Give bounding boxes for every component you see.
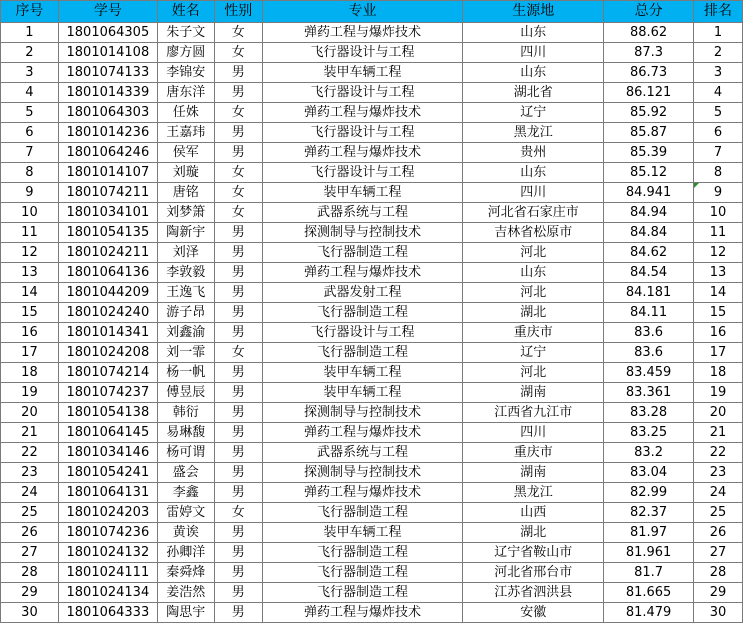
major-cell[interactable]: 武器系统与工程 <box>262 203 463 223</box>
name-cell[interactable]: 王逸飞 <box>157 283 214 303</box>
table-row <box>1 423 743 443</box>
major-cell[interactable]: 飞行器设计与工程 <box>262 163 463 183</box>
student-id-cell[interactable]: 1801064333 <box>58 603 157 623</box>
index-cell[interactable]: 23 <box>1 463 59 483</box>
student-id-cell[interactable]: 1801064131 <box>58 483 157 503</box>
origin-cell[interactable]: 辽宁省鞍山市 <box>463 543 604 563</box>
name-cell[interactable]: 姜浩然 <box>157 583 214 603</box>
total-score-cell[interactable]: 83.6 <box>604 343 694 363</box>
major-cell[interactable]: 装甲车辆工程 <box>262 63 463 83</box>
student-id-cell[interactable]: 1801024203 <box>58 503 157 523</box>
major-cell[interactable]: 飞行器制造工程 <box>262 583 463 603</box>
total-score-cell[interactable]: 84.181 <box>604 283 694 303</box>
origin-cell[interactable]: 河北省邢台市 <box>463 563 604 583</box>
index-cell[interactable]: 6 <box>1 123 59 143</box>
student-id-cell[interactable]: 1801014107 <box>58 163 157 183</box>
major-cell[interactable]: 飞行器制造工程 <box>262 343 463 363</box>
major-cell[interactable]: 装甲车辆工程 <box>262 363 463 383</box>
index-cell[interactable]: 14 <box>1 283 59 303</box>
name-cell[interactable]: 朱子文 <box>157 23 214 43</box>
student-id-cell[interactable]: 1801074133 <box>58 63 157 83</box>
index-cell[interactable]: 29 <box>1 583 59 603</box>
origin-cell[interactable]: 湖北 <box>463 523 604 543</box>
rank-cell[interactable]: 6 <box>694 123 743 143</box>
student-id-cell[interactable]: 1801064136 <box>58 263 157 283</box>
student-id-cell[interactable]: 1801034146 <box>58 443 157 463</box>
index-cell[interactable]: 22 <box>1 443 59 463</box>
origin-cell[interactable]: 山东 <box>463 23 604 43</box>
major-cell[interactable]: 弹药工程与爆炸技术 <box>262 483 463 503</box>
index-cell[interactable]: 20 <box>1 403 59 423</box>
rank-cell[interactable]: 17 <box>694 343 743 363</box>
total-score-cell[interactable]: 85.12 <box>604 163 694 183</box>
total-score-cell[interactable]: 84.54 <box>604 263 694 283</box>
rank-cell[interactable]: 29 <box>694 583 743 603</box>
origin-cell[interactable]: 安徽 <box>463 603 604 623</box>
rank-cell[interactable]: 23 <box>694 463 743 483</box>
student-id-cell[interactable]: 1801034101 <box>58 203 157 223</box>
major-cell[interactable]: 探测制导与控制技术 <box>262 223 463 243</box>
total-score-cell[interactable]: 83.361 <box>604 383 694 403</box>
table-row <box>1 183 743 203</box>
table-row <box>1 83 743 103</box>
total-score-cell[interactable]: 85.87 <box>604 123 694 143</box>
gender-cell[interactable]: 男 <box>214 63 262 83</box>
gender-cell[interactable]: 男 <box>214 83 262 103</box>
index-cell[interactable]: 28 <box>1 563 59 583</box>
table-row <box>1 23 743 43</box>
student-id-cell[interactable]: 1801074236 <box>58 523 157 543</box>
gender-cell[interactable]: 男 <box>214 243 262 263</box>
name-cell[interactable]: 刘一霏 <box>157 343 214 363</box>
index-cell[interactable]: 17 <box>1 343 59 363</box>
index-cell[interactable]: 26 <box>1 523 59 543</box>
major-cell[interactable]: 飞行器设计与工程 <box>262 123 463 143</box>
major-cell[interactable]: 飞行器制造工程 <box>262 543 463 563</box>
gender-cell[interactable]: 男 <box>214 583 262 603</box>
rank-cell[interactable]: 26 <box>694 523 743 543</box>
major-cell[interactable]: 探测制导与控制技术 <box>262 403 463 423</box>
origin-cell[interactable]: 山西 <box>463 503 604 523</box>
major-cell[interactable]: 飞行器设计与工程 <box>262 83 463 103</box>
origin-cell[interactable]: 四川 <box>463 43 604 63</box>
student-id-cell[interactable]: 1801064145 <box>58 423 157 443</box>
gender-cell[interactable]: 男 <box>214 403 262 423</box>
origin-cell[interactable]: 江西省九江市 <box>463 403 604 423</box>
table-row <box>1 483 743 503</box>
name-cell[interactable]: 游子昂 <box>157 303 214 323</box>
origin-cell[interactable]: 黑龙江 <box>463 483 604 503</box>
name-cell[interactable]: 杨可谓 <box>157 443 214 463</box>
origin-cell[interactable]: 江苏省泗洪县 <box>463 583 604 603</box>
total-score-cell[interactable]: 83.04 <box>604 463 694 483</box>
index-cell[interactable]: 3 <box>1 63 59 83</box>
table-row <box>1 603 743 623</box>
table-row <box>1 263 743 283</box>
origin-cell[interactable]: 重庆市 <box>463 323 604 343</box>
gender-cell[interactable]: 男 <box>214 383 262 403</box>
table-row <box>1 583 743 603</box>
origin-cell[interactable]: 吉林省松原市 <box>463 223 604 243</box>
gender-cell[interactable]: 男 <box>214 363 262 383</box>
index-cell[interactable]: 25 <box>1 503 59 523</box>
student-id-cell[interactable]: 1801024111 <box>58 563 157 583</box>
name-cell[interactable]: 李敦毅 <box>157 263 214 283</box>
origin-cell[interactable]: 山东 <box>463 163 604 183</box>
index-cell[interactable]: 4 <box>1 83 59 103</box>
total-score-cell[interactable]: 84.941 <box>604 183 694 203</box>
table-row <box>1 283 743 303</box>
name-cell[interactable]: 唐铭 <box>157 183 214 203</box>
student-id-cell[interactable]: 1801024211 <box>58 243 157 263</box>
name-cell[interactable]: 陶新宇 <box>157 223 214 243</box>
index-cell[interactable]: 7 <box>1 143 59 163</box>
student-id-cell[interactable]: 1801014339 <box>58 83 157 103</box>
total-score-cell[interactable]: 81.7 <box>604 563 694 583</box>
index-cell[interactable]: 15 <box>1 303 59 323</box>
table-row <box>1 123 743 143</box>
header-total-score[interactable]: 总分 <box>604 1 694 23</box>
major-cell[interactable]: 装甲车辆工程 <box>262 523 463 543</box>
major-cell[interactable]: 弹药工程与爆炸技术 <box>262 423 463 443</box>
name-cell[interactable]: 杨一帆 <box>157 363 214 383</box>
student-id-cell[interactable]: 1801064305 <box>58 23 157 43</box>
major-cell[interactable]: 飞行器设计与工程 <box>262 43 463 63</box>
name-cell[interactable]: 雷婷文 <box>157 503 214 523</box>
rank-cell[interactable]: 25 <box>694 503 743 523</box>
student-id-cell[interactable]: 1801014341 <box>58 323 157 343</box>
table-row <box>1 523 743 543</box>
rank-cell[interactable]: 8 <box>694 163 743 183</box>
student-id-cell[interactable]: 1801014236 <box>58 123 157 143</box>
rank-cell[interactable]: 21 <box>694 423 743 443</box>
student-id-cell[interactable]: 1801054241 <box>58 463 157 483</box>
total-score-cell[interactable]: 87.3 <box>604 43 694 63</box>
origin-cell[interactable]: 湖北 <box>463 303 604 323</box>
total-score-cell[interactable]: 82.99 <box>604 483 694 503</box>
gender-cell[interactable]: 女 <box>214 183 262 203</box>
rank-cell[interactable]: 27 <box>694 543 743 563</box>
header-name[interactable]: 姓名 <box>157 1 214 23</box>
name-cell[interactable]: 秦舜烽 <box>157 563 214 583</box>
origin-cell[interactable]: 河北 <box>463 243 604 263</box>
major-cell[interactable]: 弹药工程与爆炸技术 <box>262 103 463 123</box>
gender-cell[interactable]: 男 <box>214 483 262 503</box>
total-score-cell[interactable]: 81.961 <box>604 543 694 563</box>
student-id-cell[interactable]: 1801024240 <box>58 303 157 323</box>
total-score-cell[interactable]: 83.459 <box>604 363 694 383</box>
rank-cell[interactable]: 7 <box>694 143 743 163</box>
origin-cell[interactable]: 重庆市 <box>463 443 604 463</box>
table-row <box>1 443 743 463</box>
gender-cell[interactable]: 女 <box>214 163 262 183</box>
rank-cell[interactable]: 16 <box>694 323 743 343</box>
name-cell[interactable]: 黄诶 <box>157 523 214 543</box>
student-id-cell[interactable]: 1801054138 <box>58 403 157 423</box>
student-id-cell[interactable]: 1801074214 <box>58 363 157 383</box>
major-cell[interactable]: 武器系统与工程 <box>262 443 463 463</box>
major-cell[interactable]: 飞行器制造工程 <box>262 503 463 523</box>
name-cell[interactable]: 刘璇 <box>157 163 214 183</box>
gender-cell[interactable]: 男 <box>214 303 262 323</box>
student-id-cell[interactable]: 1801024134 <box>58 583 157 603</box>
name-cell[interactable]: 王嘉玮 <box>157 123 214 143</box>
gender-cell[interactable]: 男 <box>214 223 262 243</box>
index-cell[interactable]: 10 <box>1 203 59 223</box>
major-cell[interactable]: 探测制导与控制技术 <box>262 463 463 483</box>
table-row <box>1 543 743 563</box>
table-row <box>1 403 743 423</box>
name-cell[interactable]: 易琳馥 <box>157 423 214 443</box>
rank-cell[interactable]: 2 <box>694 43 743 63</box>
index-cell[interactable]: 21 <box>1 423 59 443</box>
student-id-cell[interactable]: 1801024132 <box>58 543 157 563</box>
index-cell[interactable]: 12 <box>1 243 59 263</box>
index-cell[interactable]: 19 <box>1 383 59 403</box>
table-row <box>1 143 743 163</box>
rank-cell[interactable]: 5 <box>694 103 743 123</box>
total-score-cell[interactable]: 85.39 <box>604 143 694 163</box>
table-row <box>1 463 743 483</box>
table-row <box>1 563 743 583</box>
rank-cell[interactable]: 3 <box>694 63 743 83</box>
table-row <box>1 63 743 83</box>
index-cell[interactable]: 27 <box>1 543 59 563</box>
index-cell[interactable]: 2 <box>1 43 59 63</box>
rank-cell[interactable]: 18 <box>694 363 743 383</box>
name-cell[interactable]: 刘梦箫 <box>157 203 214 223</box>
index-cell[interactable]: 30 <box>1 603 59 623</box>
table-body <box>1 23 743 623</box>
origin-cell[interactable]: 山东 <box>463 263 604 283</box>
gender-cell[interactable]: 女 <box>214 103 262 123</box>
origin-cell[interactable]: 山东 <box>463 63 604 83</box>
name-cell[interactable]: 刘鑫渝 <box>157 323 214 343</box>
gender-cell[interactable]: 男 <box>214 563 262 583</box>
rank-cell[interactable]: 15 <box>694 303 743 323</box>
major-cell[interactable]: 飞行器制造工程 <box>262 303 463 323</box>
rank-cell[interactable]: 10 <box>694 203 743 223</box>
gender-cell[interactable]: 女 <box>214 203 262 223</box>
table-row <box>1 223 743 243</box>
table-row <box>1 243 743 263</box>
rank-cell[interactable]: 13 <box>694 263 743 283</box>
total-score-cell[interactable]: 86.73 <box>604 63 694 83</box>
major-cell[interactable]: 弹药工程与爆炸技术 <box>262 143 463 163</box>
origin-cell[interactable]: 贵州 <box>463 143 604 163</box>
origin-cell[interactable]: 河北省石家庄市 <box>463 203 604 223</box>
gender-cell[interactable]: 男 <box>214 143 262 163</box>
total-score-cell[interactable]: 82.37 <box>604 503 694 523</box>
header-index[interactable]: 序号 <box>1 1 59 23</box>
name-cell[interactable]: 任姝 <box>157 103 214 123</box>
name-cell[interactable]: 李鑫 <box>157 483 214 503</box>
rank-cell[interactable]: 9 <box>694 183 743 203</box>
index-cell[interactable]: 5 <box>1 103 59 123</box>
student-id-cell[interactable]: 1801044209 <box>58 283 157 303</box>
rank-cell[interactable]: 1 <box>694 23 743 43</box>
major-cell[interactable]: 弹药工程与爆炸技术 <box>262 603 463 623</box>
total-score-cell[interactable]: 83.25 <box>604 423 694 443</box>
major-cell[interactable]: 装甲车辆工程 <box>262 183 463 203</box>
gender-cell[interactable]: 女 <box>214 343 262 363</box>
table-row <box>1 323 743 343</box>
student-id-cell[interactable]: 1801054135 <box>58 223 157 243</box>
major-cell[interactable]: 武器发射工程 <box>262 283 463 303</box>
name-cell[interactable]: 李锦安 <box>157 63 214 83</box>
student-id-cell[interactable]: 1801074211 <box>58 183 157 203</box>
rank-cell[interactable]: 28 <box>694 563 743 583</box>
gender-cell[interactable]: 男 <box>214 443 262 463</box>
total-score-cell[interactable]: 84.11 <box>604 303 694 323</box>
rank-cell[interactable]: 20 <box>694 403 743 423</box>
table-row <box>1 503 743 523</box>
major-cell[interactable]: 弹药工程与爆炸技术 <box>262 23 463 43</box>
index-cell[interactable]: 24 <box>1 483 59 503</box>
gender-cell[interactable]: 男 <box>214 523 262 543</box>
rank-cell[interactable]: 4 <box>694 83 743 103</box>
origin-cell[interactable]: 湖北省 <box>463 83 604 103</box>
table-row <box>1 363 743 383</box>
student-id-cell[interactable]: 1801064303 <box>58 103 157 123</box>
table-row <box>1 383 743 403</box>
total-score-cell[interactable]: 85.92 <box>604 103 694 123</box>
name-cell[interactable]: 唐东洋 <box>157 83 214 103</box>
total-score-cell[interactable]: 88.62 <box>604 23 694 43</box>
total-score-cell[interactable]: 81.479 <box>604 603 694 623</box>
index-cell[interactable]: 1 <box>1 23 59 43</box>
gender-cell[interactable]: 男 <box>214 283 262 303</box>
major-cell[interactable]: 弹药工程与爆炸技术 <box>262 263 463 283</box>
name-cell[interactable]: 韩衍 <box>157 403 214 423</box>
rank-cell[interactable]: 19 <box>694 383 743 403</box>
origin-cell[interactable]: 四川 <box>463 423 604 443</box>
table-row <box>1 203 743 223</box>
major-cell[interactable]: 飞行器设计与工程 <box>262 323 463 343</box>
total-score-cell[interactable]: 84.84 <box>604 223 694 243</box>
total-score-cell[interactable]: 83.2 <box>604 443 694 463</box>
table-row <box>1 163 743 183</box>
name-cell[interactable]: 廖方圆 <box>157 43 214 63</box>
student-id-cell[interactable]: 1801064246 <box>58 143 157 163</box>
total-score-cell[interactable]: 81.97 <box>604 523 694 543</box>
total-score-cell[interactable]: 81.665 <box>604 583 694 603</box>
index-cell[interactable]: 18 <box>1 363 59 383</box>
name-cell[interactable]: 陶思宇 <box>157 603 214 623</box>
origin-cell[interactable]: 湖南 <box>463 383 604 403</box>
index-cell[interactable]: 9 <box>1 183 59 203</box>
total-score-cell[interactable]: 84.94 <box>604 203 694 223</box>
major-cell[interactable]: 飞行器制造工程 <box>262 243 463 263</box>
total-score-cell[interactable]: 84.62 <box>604 243 694 263</box>
rank-cell[interactable]: 12 <box>694 243 743 263</box>
name-cell[interactable]: 孙卿洋 <box>157 543 214 563</box>
student-id-cell[interactable]: 1801014108 <box>58 43 157 63</box>
table-row <box>1 43 743 63</box>
origin-cell[interactable]: 四川 <box>463 183 604 203</box>
origin-cell[interactable]: 辽宁 <box>463 103 604 123</box>
gender-cell[interactable]: 男 <box>214 423 262 443</box>
header-student-id[interactable]: 学号 <box>58 1 157 23</box>
table-row <box>1 303 743 323</box>
gender-cell[interactable]: 男 <box>214 603 262 623</box>
header-origin[interactable]: 生源地 <box>463 1 604 23</box>
gender-cell[interactable]: 男 <box>214 263 262 283</box>
gender-cell[interactable]: 女 <box>214 503 262 523</box>
name-cell[interactable]: 盛会 <box>157 463 214 483</box>
header-major[interactable]: 专业 <box>262 1 463 23</box>
name-cell[interactable]: 侯军 <box>157 143 214 163</box>
index-cell[interactable]: 16 <box>1 323 59 343</box>
origin-cell[interactable]: 黑龙江 <box>463 123 604 143</box>
student-id-cell[interactable]: 1801074237 <box>58 383 157 403</box>
gender-cell[interactable]: 男 <box>214 123 262 143</box>
total-score-cell[interactable]: 86.121 <box>604 83 694 103</box>
rank-cell[interactable]: 14 <box>694 283 743 303</box>
index-cell[interactable]: 8 <box>1 163 59 183</box>
index-cell[interactable]: 11 <box>1 223 59 243</box>
total-score-cell[interactable]: 83.28 <box>604 403 694 423</box>
name-cell[interactable]: 傅昱辰 <box>157 383 214 403</box>
gender-cell[interactable]: 男 <box>214 323 262 343</box>
rank-cell[interactable]: 24 <box>694 483 743 503</box>
gender-cell[interactable]: 男 <box>214 543 262 563</box>
major-cell[interactable]: 飞行器制造工程 <box>262 563 463 583</box>
gender-cell[interactable]: 女 <box>214 23 262 43</box>
total-score-cell[interactable]: 83.6 <box>604 323 694 343</box>
table-row <box>1 103 743 123</box>
major-cell[interactable]: 装甲车辆工程 <box>262 383 463 403</box>
student-id-cell[interactable]: 1801024208 <box>58 343 157 363</box>
header-gender[interactable]: 性别 <box>214 1 262 23</box>
gender-cell[interactable]: 男 <box>214 463 262 483</box>
rank-cell[interactable]: 30 <box>694 603 743 623</box>
header-row <box>1 1 743 23</box>
origin-cell[interactable]: 河北 <box>463 283 604 303</box>
table-row <box>1 343 743 363</box>
gender-cell[interactable]: 女 <box>214 43 262 63</box>
origin-cell[interactable]: 河北 <box>463 363 604 383</box>
name-cell[interactable]: 刘泽 <box>157 243 214 263</box>
rank-cell[interactable]: 22 <box>694 443 743 463</box>
origin-cell[interactable]: 辽宁 <box>463 343 604 363</box>
origin-cell[interactable]: 湖南 <box>463 463 604 483</box>
rank-cell[interactable]: 11 <box>694 223 743 243</box>
index-cell[interactable]: 13 <box>1 263 59 283</box>
header-rank[interactable]: 排名 <box>694 1 743 23</box>
